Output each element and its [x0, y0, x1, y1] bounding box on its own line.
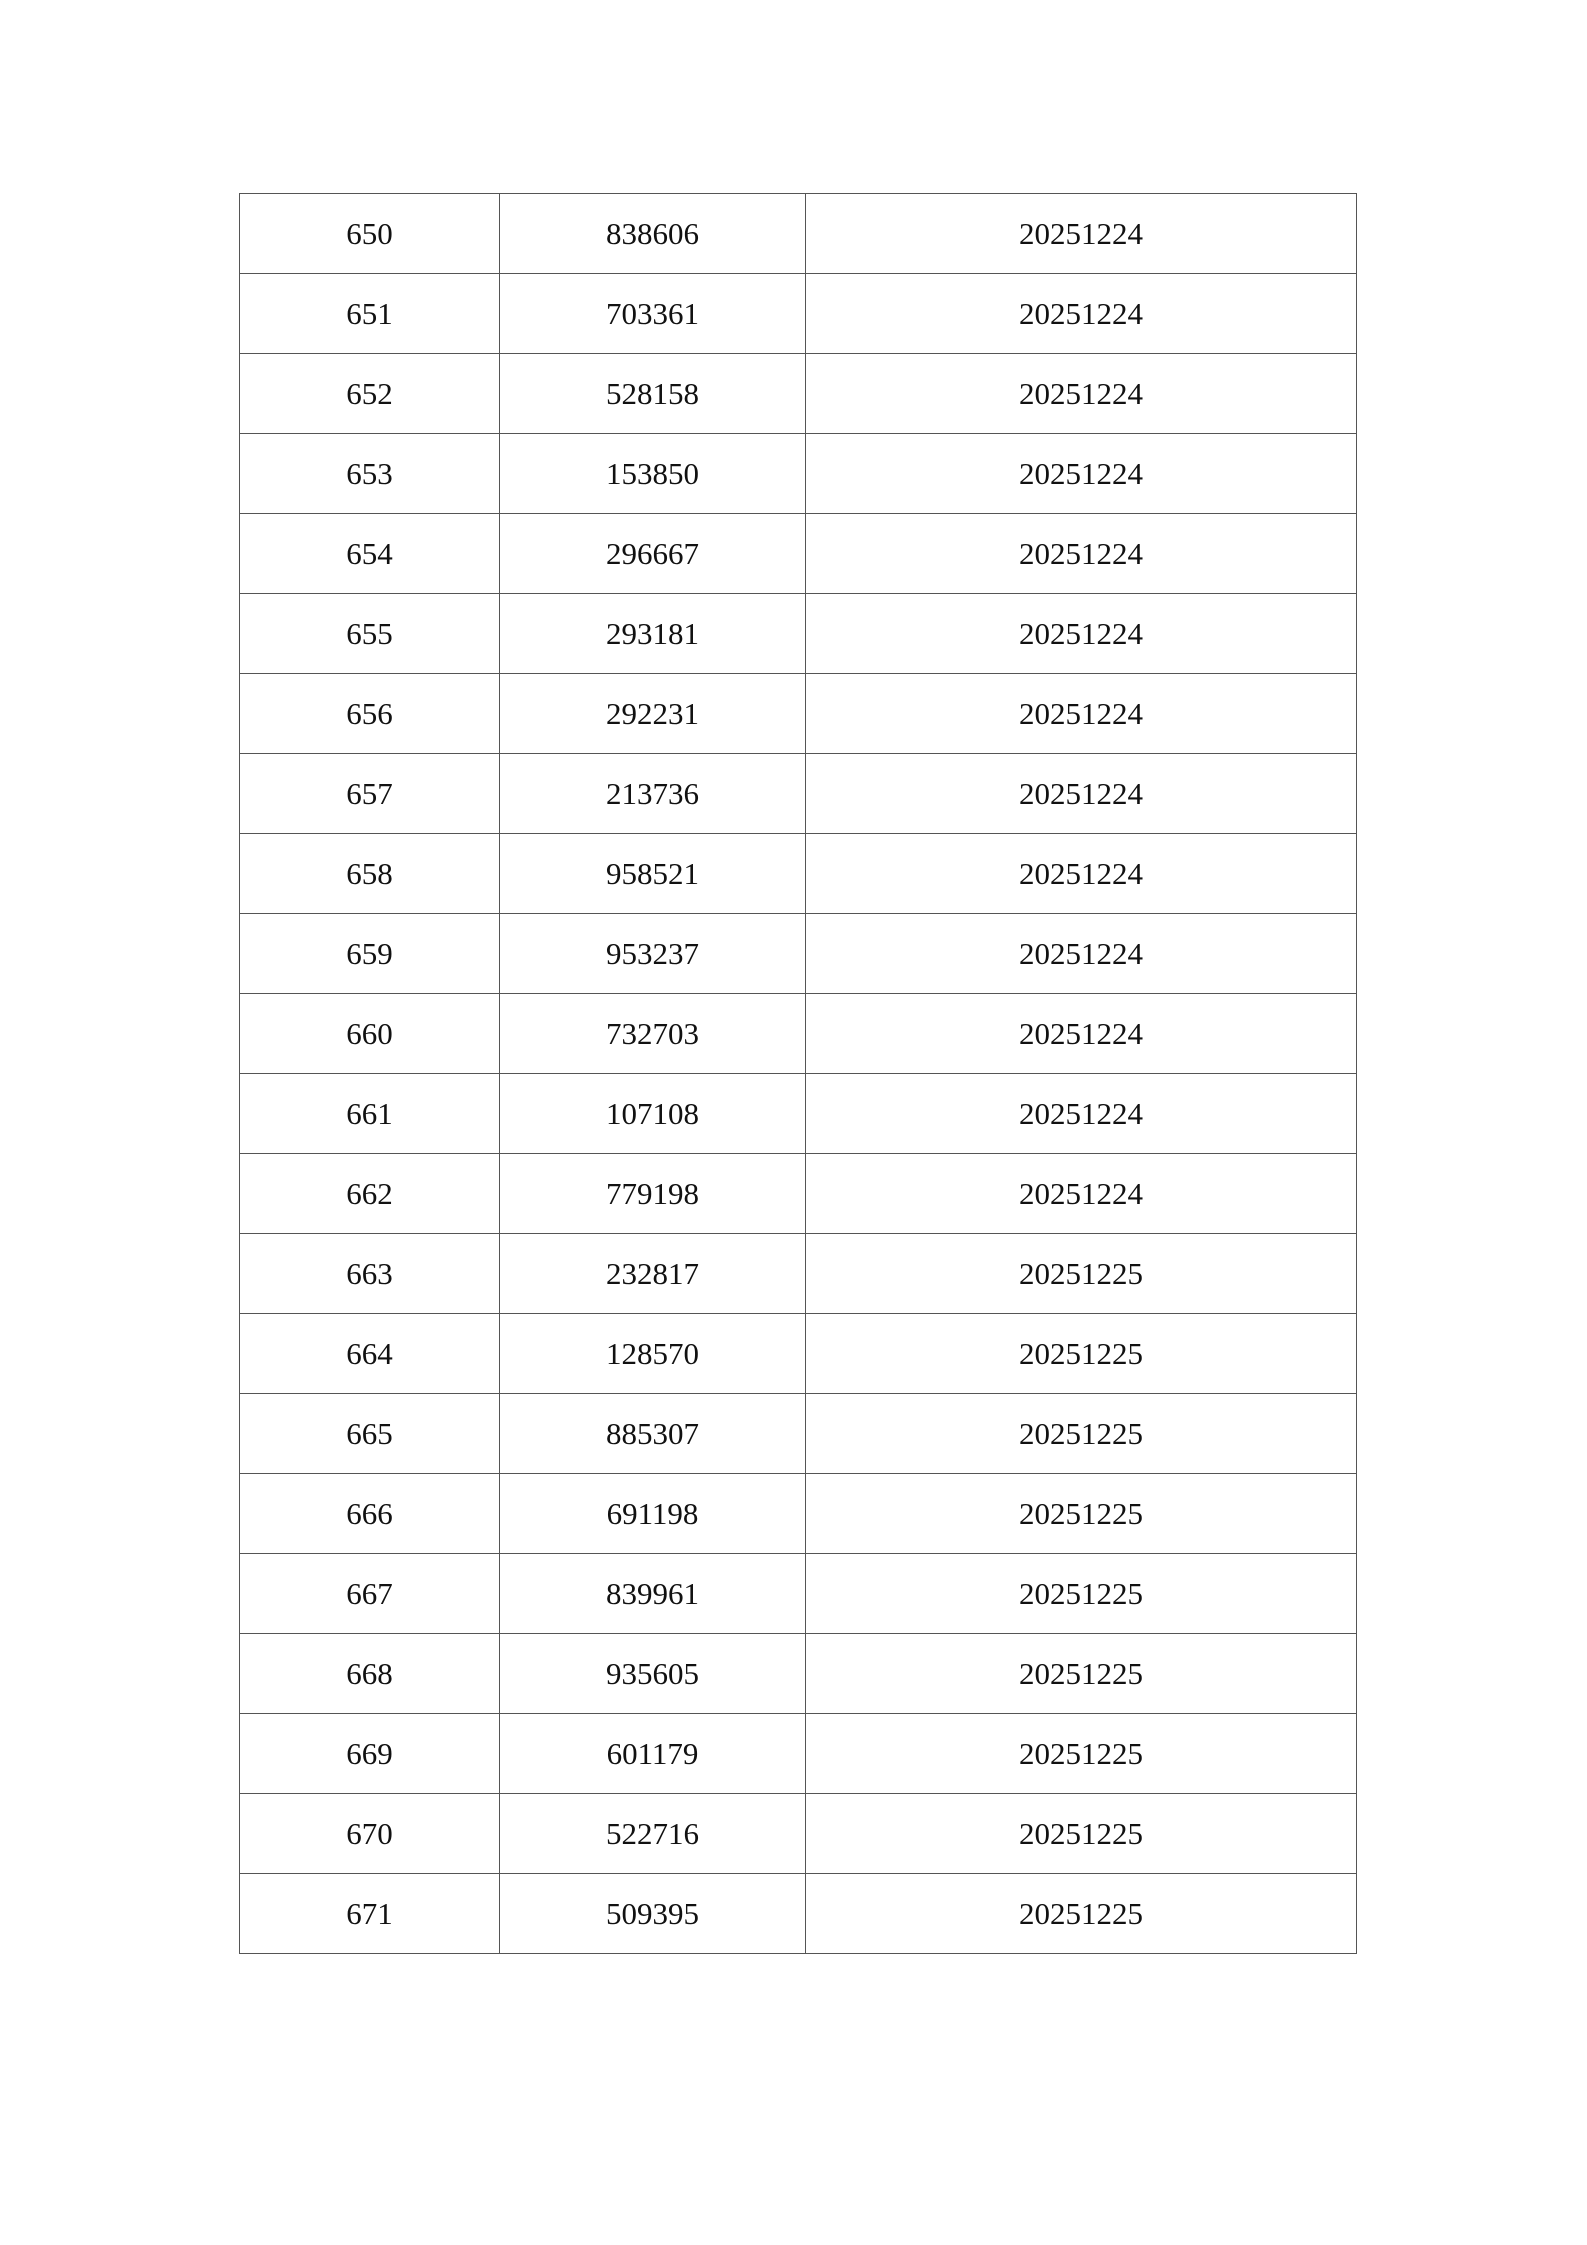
table-row: [240, 1474, 1357, 1554]
table-row: [240, 1394, 1357, 1474]
date-cell: 20251224: [806, 194, 1357, 274]
row-number-cell: 656: [240, 674, 500, 754]
row-number-cell: 653: [240, 434, 500, 514]
date-cell: 20251225: [806, 1234, 1357, 1314]
row-number-cell: 658: [240, 834, 500, 914]
row-number-cell: 650: [240, 194, 500, 274]
date-cell: 20251224: [806, 434, 1357, 514]
table-row: [240, 1874, 1357, 1954]
row-number-cell: 657: [240, 754, 500, 834]
table-row: [240, 1554, 1357, 1634]
code-cell: 232817: [500, 1234, 806, 1314]
date-cell: 20251225: [806, 1714, 1357, 1794]
date-cell: 20251225: [806, 1874, 1357, 1954]
code-cell: 838606: [500, 194, 806, 274]
code-cell: 292231: [500, 674, 806, 754]
code-cell: 601179: [500, 1714, 806, 1794]
row-number-cell: 655: [240, 594, 500, 674]
code-cell: 107108: [500, 1074, 806, 1154]
row-number-cell: 663: [240, 1234, 500, 1314]
row-number-cell: 664: [240, 1314, 500, 1394]
code-cell: 213736: [500, 754, 806, 834]
code-cell: 691198: [500, 1474, 806, 1554]
row-number-cell: 665: [240, 1394, 500, 1474]
table-row: [240, 514, 1357, 594]
code-cell: 128570: [500, 1314, 806, 1394]
table-row: [240, 754, 1357, 834]
code-cell: 779198: [500, 1154, 806, 1234]
date-cell: 20251224: [806, 674, 1357, 754]
date-cell: 20251225: [806, 1474, 1357, 1554]
row-number-cell: 654: [240, 514, 500, 594]
date-cell: 20251224: [806, 834, 1357, 914]
code-cell: 296667: [500, 514, 806, 594]
table-row: [240, 674, 1357, 754]
table-row: [240, 594, 1357, 674]
code-cell: 293181: [500, 594, 806, 674]
date-cell: 20251224: [806, 994, 1357, 1074]
date-cell: 20251224: [806, 914, 1357, 994]
row-number-cell: 668: [240, 1634, 500, 1714]
date-cell: 20251225: [806, 1634, 1357, 1714]
table-row: [240, 1794, 1357, 1874]
code-cell: 509395: [500, 1874, 806, 1954]
row-number-cell: 652: [240, 354, 500, 434]
table-row: [240, 914, 1357, 994]
date-cell: 20251224: [806, 594, 1357, 674]
table-body: [240, 194, 1357, 1954]
date-cell: 20251225: [806, 1794, 1357, 1874]
code-cell: 935605: [500, 1634, 806, 1714]
date-cell: 20251224: [806, 274, 1357, 354]
table-row: [240, 1234, 1357, 1314]
row-number-cell: 671: [240, 1874, 500, 1954]
table-row: [240, 834, 1357, 914]
row-number-cell: 667: [240, 1554, 500, 1634]
date-cell: 20251224: [806, 754, 1357, 834]
table-row: [240, 1074, 1357, 1154]
table-row: [240, 194, 1357, 274]
row-number-cell: 660: [240, 994, 500, 1074]
date-cell: 20251224: [806, 1074, 1357, 1154]
code-cell: 703361: [500, 274, 806, 354]
row-number-cell: 670: [240, 1794, 500, 1874]
code-cell: 528158: [500, 354, 806, 434]
row-number-cell: 661: [240, 1074, 500, 1154]
code-cell: 885307: [500, 1394, 806, 1474]
date-cell: 20251224: [806, 514, 1357, 594]
table-row: [240, 1634, 1357, 1714]
table-row: [240, 994, 1357, 1074]
data-table: [239, 193, 1357, 1954]
date-cell: 20251224: [806, 354, 1357, 434]
row-number-cell: 666: [240, 1474, 500, 1554]
table-row: [240, 1714, 1357, 1794]
table-row: [240, 1154, 1357, 1234]
row-number-cell: 662: [240, 1154, 500, 1234]
code-cell: 958521: [500, 834, 806, 914]
date-cell: 20251225: [806, 1314, 1357, 1394]
code-cell: 153850: [500, 434, 806, 514]
code-cell: 732703: [500, 994, 806, 1074]
date-cell: 20251225: [806, 1394, 1357, 1474]
date-cell: 20251225: [806, 1554, 1357, 1634]
row-number-cell: 651: [240, 274, 500, 354]
table-row: [240, 1314, 1357, 1394]
table-row: [240, 434, 1357, 514]
table-row: [240, 354, 1357, 434]
row-number-cell: 669: [240, 1714, 500, 1794]
table-row: [240, 274, 1357, 354]
row-number-cell: 659: [240, 914, 500, 994]
code-cell: 839961: [500, 1554, 806, 1634]
code-cell: 522716: [500, 1794, 806, 1874]
code-cell: 953237: [500, 914, 806, 994]
date-cell: 20251224: [806, 1154, 1357, 1234]
